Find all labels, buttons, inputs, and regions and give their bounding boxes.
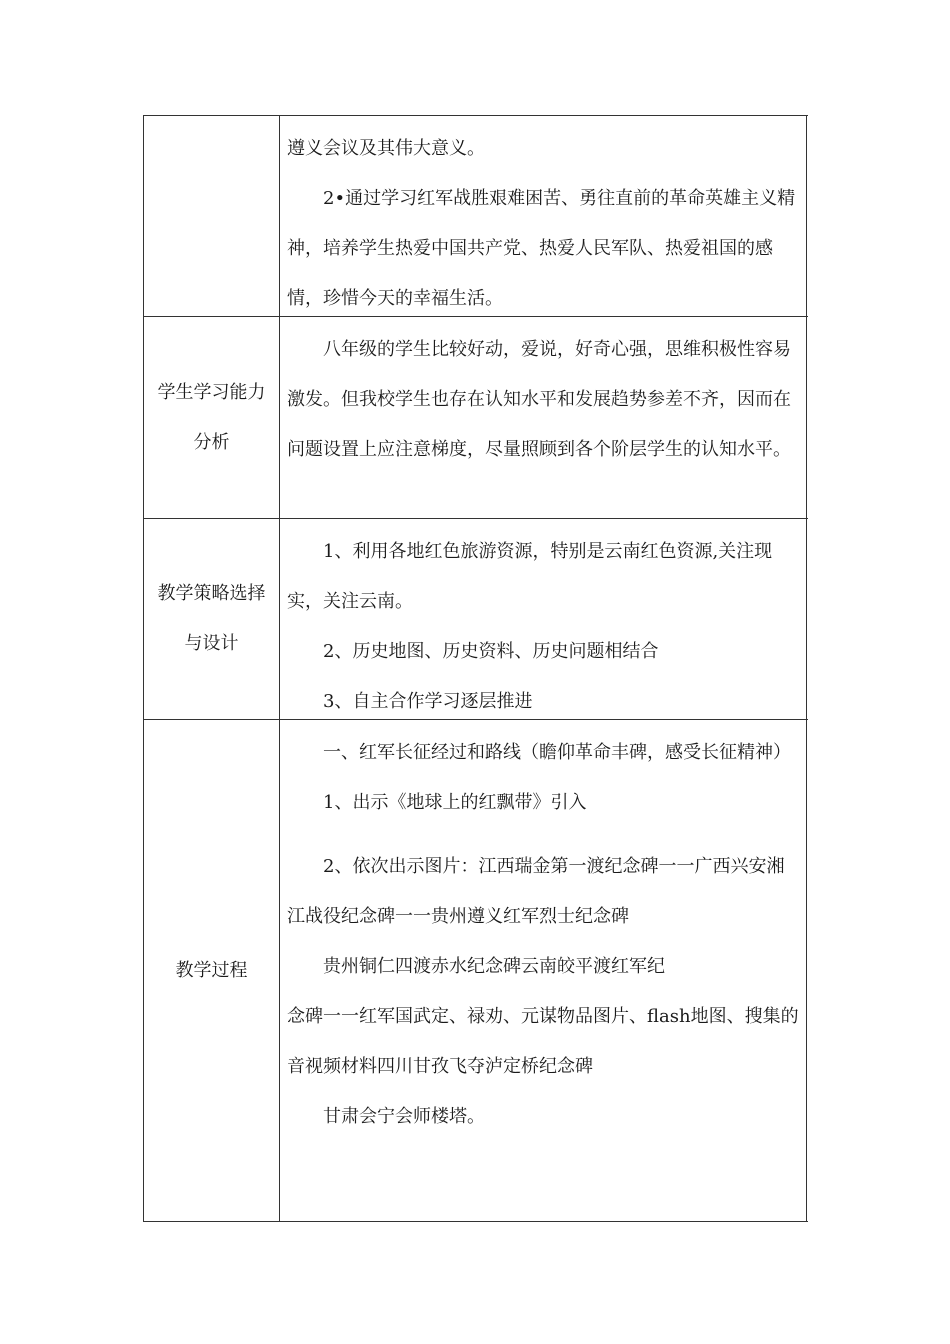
content-line: 甘肃会宁会师楼塔。 [323, 1106, 485, 1127]
content-line: 2、历史地图、历史资料、历史问题相结合 [323, 641, 659, 662]
table-row [144, 519, 808, 720]
row-label: 学生学习能力分析 [144, 317, 280, 518]
content-line: 一、红军长征经过和路线（瞻仰革命丰碑，感受长征精神） [323, 742, 791, 763]
lesson-plan-table [143, 115, 808, 1222]
row-content [280, 116, 807, 316]
content-line: 2•通过学习红军战胜艰难困苦、勇往直前的革命英雄主义精神，培养学生热爱中国共产党、热爱人民军队、热爱祖国的感情，珍惜今天的幸福生活。 [287, 188, 796, 309]
table-row [144, 317, 808, 519]
table-row [144, 720, 808, 1222]
row-content [280, 317, 807, 518]
row-label: 教学策略选择与设计 [144, 519, 280, 719]
content-line: 念碑一一红军国武定、禄劝、元谋物品图片、flash地图、搜集的音视频材料四川甘孜飞夺泸定桥纪念碑 [287, 1006, 799, 1077]
content-line: 1、出示《地球上的红飘带》引入 [323, 792, 587, 813]
content-line: 八年级的学生比较好动，爱说，好奇心强，思维积极性容易激发。但我校学生也存在认知水平和发展趋势参差不齐，因而在问题设置上应注意梯度，尽量照顾到各个阶层学生的认知水平。 [287, 339, 791, 460]
content-line: 2、依次出示图片：江西瑞金第一渡纪念碑一一广西兴安湘江战役纪念碑一一贵州遵义红军烈士纪念碑 [287, 856, 785, 927]
content-line: 遵义会议及其伟大意义。 [287, 138, 485, 159]
content-line: 3、自主合作学习逐层推进 [323, 691, 533, 712]
content-line: 贵州铜仁四渡赤水纪念碑云南皎平渡红军纪 [323, 956, 665, 977]
row-label [144, 116, 280, 316]
content-line: 1、利用各地红色旅游资源，特别是云南红色资源,关注现实，关注云南。 [287, 541, 773, 612]
row-content [280, 720, 807, 1221]
table-row [144, 116, 808, 317]
row-content [280, 519, 807, 719]
row-label: 教学过程 [144, 720, 280, 1221]
